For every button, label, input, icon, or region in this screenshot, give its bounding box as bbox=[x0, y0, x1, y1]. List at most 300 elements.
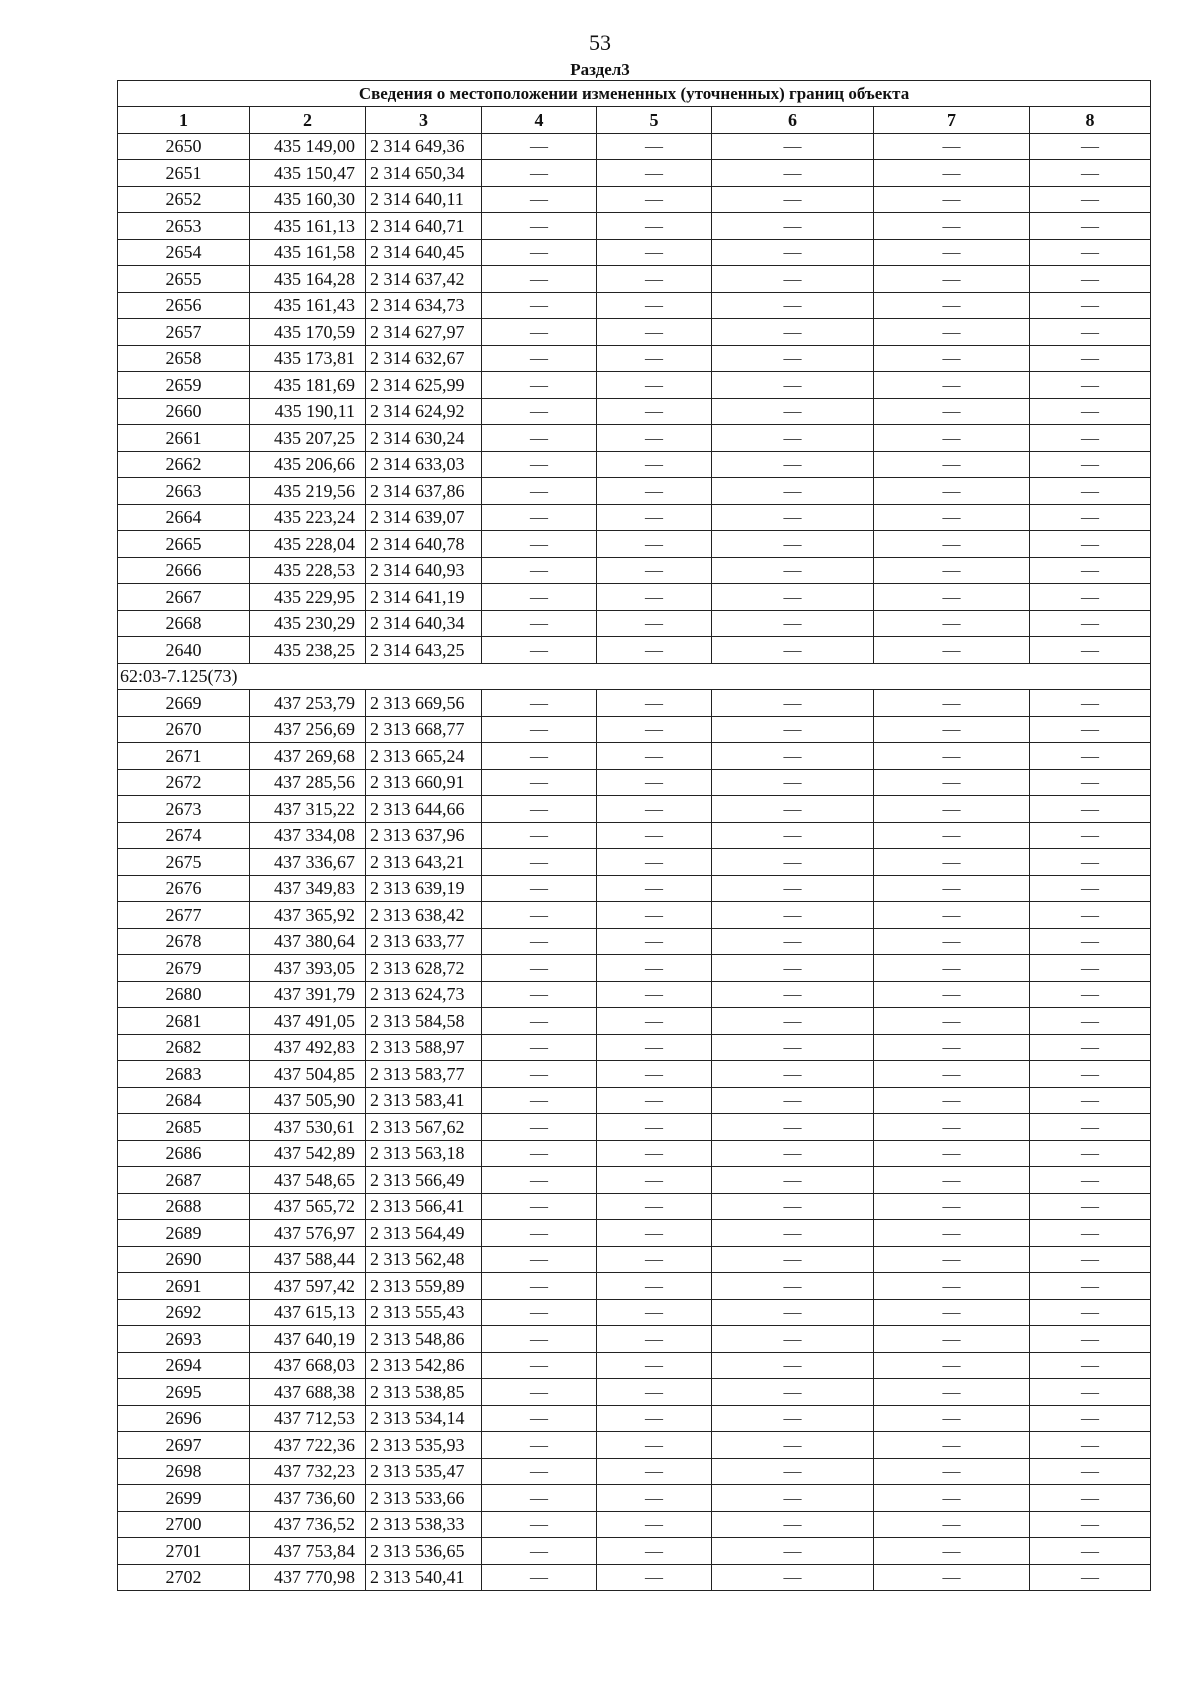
empty-value-dash: — bbox=[482, 557, 597, 584]
column-header-2: 2 bbox=[250, 107, 366, 134]
empty-value-dash: — bbox=[1030, 716, 1151, 743]
empty-value-dash: — bbox=[874, 557, 1030, 584]
empty-value-dash: — bbox=[1030, 584, 1151, 611]
empty-value-dash: — bbox=[597, 610, 712, 637]
empty-value-dash: — bbox=[482, 1273, 597, 1300]
empty-value-dash: — bbox=[482, 1034, 597, 1061]
coordinate-x: 437 393,05 bbox=[250, 955, 366, 982]
empty-value-dash: — bbox=[1030, 1299, 1151, 1326]
empty-value-dash: — bbox=[482, 769, 597, 796]
column-header-7: 7 bbox=[874, 107, 1030, 134]
point-number: 2686 bbox=[118, 1140, 250, 1167]
empty-value-dash: — bbox=[712, 875, 874, 902]
empty-value-dash: — bbox=[874, 875, 1030, 902]
table-row bbox=[118, 955, 1151, 982]
empty-value-dash: — bbox=[1030, 610, 1151, 637]
empty-value-dash: — bbox=[1030, 425, 1151, 452]
empty-value-dash: — bbox=[482, 1432, 597, 1459]
empty-value-dash: — bbox=[874, 610, 1030, 637]
coordinate-y: 2 314 640,45 bbox=[366, 239, 482, 266]
table-row bbox=[118, 1114, 1151, 1141]
table-row bbox=[118, 584, 1151, 611]
empty-value-dash: — bbox=[712, 133, 874, 160]
empty-value-dash: — bbox=[482, 319, 597, 346]
coordinate-x: 437 753,84 bbox=[250, 1538, 366, 1565]
empty-value-dash: — bbox=[597, 1167, 712, 1194]
empty-value-dash: — bbox=[712, 902, 874, 929]
coordinate-y: 2 313 534,14 bbox=[366, 1405, 482, 1432]
table-row bbox=[118, 504, 1151, 531]
coordinate-x: 435 219,56 bbox=[250, 478, 366, 505]
empty-value-dash: — bbox=[874, 531, 1030, 558]
empty-value-dash: — bbox=[597, 796, 712, 823]
empty-value-dash: — bbox=[482, 531, 597, 558]
coordinate-y: 2 314 632,67 bbox=[366, 345, 482, 372]
empty-value-dash: — bbox=[874, 769, 1030, 796]
empty-value-dash: — bbox=[874, 478, 1030, 505]
point-number: 2694 bbox=[118, 1352, 250, 1379]
empty-value-dash: — bbox=[1030, 743, 1151, 770]
point-number: 2661 bbox=[118, 425, 250, 452]
empty-value-dash: — bbox=[712, 1458, 874, 1485]
coordinate-x: 437 688,38 bbox=[250, 1379, 366, 1406]
coordinate-y: 2 314 640,34 bbox=[366, 610, 482, 637]
empty-value-dash: — bbox=[1030, 1246, 1151, 1273]
empty-value-dash: — bbox=[482, 822, 597, 849]
empty-value-dash: — bbox=[874, 796, 1030, 823]
coordinate-y: 2 313 548,86 bbox=[366, 1326, 482, 1353]
coordinate-x: 437 349,83 bbox=[250, 875, 366, 902]
empty-value-dash: — bbox=[597, 1352, 712, 1379]
coordinate-y: 2 313 668,77 bbox=[366, 716, 482, 743]
empty-value-dash: — bbox=[874, 637, 1030, 664]
column-header-1: 1 bbox=[118, 107, 250, 134]
empty-value-dash: — bbox=[1030, 1167, 1151, 1194]
empty-value-dash: — bbox=[712, 186, 874, 213]
coordinate-x: 437 491,05 bbox=[250, 1008, 366, 1035]
table-row bbox=[118, 1432, 1151, 1459]
empty-value-dash: — bbox=[1030, 398, 1151, 425]
empty-value-dash: — bbox=[874, 1485, 1030, 1512]
table-row bbox=[118, 213, 1151, 240]
point-number: 2667 bbox=[118, 584, 250, 611]
empty-value-dash: — bbox=[712, 1246, 874, 1273]
empty-value-dash: — bbox=[482, 1167, 597, 1194]
coordinate-y: 2 313 538,33 bbox=[366, 1511, 482, 1538]
coordinate-y: 2 314 640,93 bbox=[366, 557, 482, 584]
point-number: 2658 bbox=[118, 345, 250, 372]
empty-value-dash: — bbox=[712, 1379, 874, 1406]
coordinate-y: 2 314 641,19 bbox=[366, 584, 482, 611]
table-caption: Сведения о местоположении измененных (уточненных) границ объекта bbox=[118, 81, 1151, 107]
empty-value-dash: — bbox=[712, 451, 874, 478]
empty-value-dash: — bbox=[482, 1485, 597, 1512]
empty-value-dash: — bbox=[482, 875, 597, 902]
empty-value-dash: — bbox=[597, 584, 712, 611]
empty-value-dash: — bbox=[1030, 213, 1151, 240]
coordinate-x: 437 542,89 bbox=[250, 1140, 366, 1167]
coordinate-x: 437 365,92 bbox=[250, 902, 366, 929]
coordinate-x: 437 770,98 bbox=[250, 1564, 366, 1591]
point-number: 2685 bbox=[118, 1114, 250, 1141]
empty-value-dash: — bbox=[874, 690, 1030, 717]
point-number: 2670 bbox=[118, 716, 250, 743]
empty-value-dash: — bbox=[597, 531, 712, 558]
empty-value-dash: — bbox=[597, 1299, 712, 1326]
table-row bbox=[118, 292, 1151, 319]
empty-value-dash: — bbox=[482, 160, 597, 187]
empty-value-dash: — bbox=[712, 849, 874, 876]
empty-value-dash: — bbox=[712, 292, 874, 319]
column-header-3: 3 bbox=[366, 107, 482, 134]
empty-value-dash: — bbox=[482, 1299, 597, 1326]
empty-value-dash: — bbox=[597, 319, 712, 346]
coordinate-x: 435 161,13 bbox=[250, 213, 366, 240]
point-number: 2683 bbox=[118, 1061, 250, 1088]
empty-value-dash: — bbox=[482, 1140, 597, 1167]
table-row bbox=[118, 1564, 1151, 1591]
empty-value-dash: — bbox=[597, 1220, 712, 1247]
coordinate-y: 2 313 588,97 bbox=[366, 1034, 482, 1061]
empty-value-dash: — bbox=[1030, 319, 1151, 346]
empty-value-dash: — bbox=[874, 1352, 1030, 1379]
empty-value-dash: — bbox=[597, 1034, 712, 1061]
table-row bbox=[118, 478, 1151, 505]
table-row bbox=[118, 1352, 1151, 1379]
empty-value-dash: — bbox=[597, 1326, 712, 1353]
table-row bbox=[118, 1167, 1151, 1194]
empty-value-dash: — bbox=[1030, 1485, 1151, 1512]
point-number: 2657 bbox=[118, 319, 250, 346]
empty-value-dash: — bbox=[874, 504, 1030, 531]
empty-value-dash: — bbox=[597, 1246, 712, 1273]
empty-value-dash: — bbox=[597, 557, 712, 584]
empty-value-dash: — bbox=[482, 1458, 597, 1485]
empty-value-dash: — bbox=[597, 1538, 712, 1565]
empty-value-dash: — bbox=[712, 1114, 874, 1141]
coordinate-y: 2 313 665,24 bbox=[366, 743, 482, 770]
coordinate-y: 2 314 639,07 bbox=[366, 504, 482, 531]
coordinate-x: 437 256,69 bbox=[250, 716, 366, 743]
coordinate-x: 437 504,85 bbox=[250, 1061, 366, 1088]
empty-value-dash: — bbox=[597, 769, 712, 796]
coordinate-x: 437 492,83 bbox=[250, 1034, 366, 1061]
empty-value-dash: — bbox=[482, 1326, 597, 1353]
empty-value-dash: — bbox=[597, 1485, 712, 1512]
point-number: 2660 bbox=[118, 398, 250, 425]
empty-value-dash: — bbox=[712, 1140, 874, 1167]
coordinate-y: 2 313 639,19 bbox=[366, 875, 482, 902]
empty-value-dash: — bbox=[597, 133, 712, 160]
empty-value-dash: — bbox=[874, 928, 1030, 955]
point-number: 2659 bbox=[118, 372, 250, 399]
empty-value-dash: — bbox=[482, 637, 597, 664]
coordinate-y: 2 313 628,72 bbox=[366, 955, 482, 982]
empty-value-dash: — bbox=[874, 372, 1030, 399]
coordinate-y: 2 313 624,73 bbox=[366, 981, 482, 1008]
empty-value-dash: — bbox=[712, 1564, 874, 1591]
coordinate-x: 437 334,08 bbox=[250, 822, 366, 849]
empty-value-dash: — bbox=[597, 981, 712, 1008]
coordinate-y: 2 314 630,24 bbox=[366, 425, 482, 452]
empty-value-dash: — bbox=[597, 292, 712, 319]
point-number: 2640 bbox=[118, 637, 250, 664]
empty-value-dash: — bbox=[482, 584, 597, 611]
point-number: 2656 bbox=[118, 292, 250, 319]
point-number: 2677 bbox=[118, 902, 250, 929]
empty-value-dash: — bbox=[712, 637, 874, 664]
table-row bbox=[118, 1193, 1151, 1220]
coordinate-x: 437 530,61 bbox=[250, 1114, 366, 1141]
empty-value-dash: — bbox=[712, 1061, 874, 1088]
point-number: 2673 bbox=[118, 796, 250, 823]
empty-value-dash: — bbox=[482, 981, 597, 1008]
table-row bbox=[118, 266, 1151, 293]
empty-value-dash: — bbox=[712, 1538, 874, 1565]
coordinate-x: 437 736,52 bbox=[250, 1511, 366, 1538]
coordinate-x: 435 161,43 bbox=[250, 292, 366, 319]
empty-value-dash: — bbox=[1030, 478, 1151, 505]
empty-value-dash: — bbox=[874, 849, 1030, 876]
column-header-row bbox=[118, 107, 1151, 134]
coordinate-y: 2 313 643,21 bbox=[366, 849, 482, 876]
coordinate-y: 2 314 633,03 bbox=[366, 451, 482, 478]
empty-value-dash: — bbox=[874, 981, 1030, 1008]
empty-value-dash: — bbox=[1030, 451, 1151, 478]
point-number: 2652 bbox=[118, 186, 250, 213]
empty-value-dash: — bbox=[874, 716, 1030, 743]
empty-value-dash: — bbox=[874, 1220, 1030, 1247]
empty-value-dash: — bbox=[597, 902, 712, 929]
empty-value-dash: — bbox=[712, 1273, 874, 1300]
coordinate-y: 2 313 535,47 bbox=[366, 1458, 482, 1485]
empty-value-dash: — bbox=[1030, 690, 1151, 717]
coordinate-x: 435 206,66 bbox=[250, 451, 366, 478]
empty-value-dash: — bbox=[482, 1193, 597, 1220]
empty-value-dash: — bbox=[1030, 372, 1151, 399]
coordinate-x: 437 668,03 bbox=[250, 1352, 366, 1379]
empty-value-dash: — bbox=[874, 1061, 1030, 1088]
empty-value-dash: — bbox=[1030, 1432, 1151, 1459]
empty-value-dash: — bbox=[597, 1193, 712, 1220]
empty-value-dash: — bbox=[874, 1246, 1030, 1273]
empty-value-dash: — bbox=[712, 1220, 874, 1247]
coordinate-y: 2 314 625,99 bbox=[366, 372, 482, 399]
empty-value-dash: — bbox=[1030, 1405, 1151, 1432]
table-row bbox=[118, 610, 1151, 637]
point-number: 2666 bbox=[118, 557, 250, 584]
coordinate-x: 435 150,47 bbox=[250, 160, 366, 187]
empty-value-dash: — bbox=[712, 1087, 874, 1114]
point-number: 2692 bbox=[118, 1299, 250, 1326]
coordinate-x: 435 149,00 bbox=[250, 133, 366, 160]
empty-value-dash: — bbox=[712, 531, 874, 558]
coordinate-y: 2 313 566,41 bbox=[366, 1193, 482, 1220]
empty-value-dash: — bbox=[597, 1405, 712, 1432]
coordinate-x: 435 238,25 bbox=[250, 637, 366, 664]
table-row bbox=[118, 849, 1151, 876]
point-number: 2701 bbox=[118, 1538, 250, 1565]
empty-value-dash: — bbox=[597, 478, 712, 505]
table-row bbox=[118, 531, 1151, 558]
empty-value-dash: — bbox=[1030, 504, 1151, 531]
empty-value-dash: — bbox=[1030, 1273, 1151, 1300]
empty-value-dash: — bbox=[874, 1299, 1030, 1326]
coordinate-x: 437 712,53 bbox=[250, 1405, 366, 1432]
empty-value-dash: — bbox=[874, 955, 1030, 982]
empty-value-dash: — bbox=[874, 902, 1030, 929]
coordinate-y: 2 313 584,58 bbox=[366, 1008, 482, 1035]
empty-value-dash: — bbox=[874, 1114, 1030, 1141]
coordinate-x: 437 732,23 bbox=[250, 1458, 366, 1485]
empty-value-dash: — bbox=[874, 1087, 1030, 1114]
table-row bbox=[118, 769, 1151, 796]
empty-value-dash: — bbox=[482, 398, 597, 425]
point-number: 2651 bbox=[118, 160, 250, 187]
table-row bbox=[118, 425, 1151, 452]
empty-value-dash: — bbox=[874, 1511, 1030, 1538]
coordinate-y: 2 314 637,86 bbox=[366, 478, 482, 505]
empty-value-dash: — bbox=[482, 849, 597, 876]
point-number: 2700 bbox=[118, 1511, 250, 1538]
point-number: 2679 bbox=[118, 955, 250, 982]
coordinate-x: 435 170,59 bbox=[250, 319, 366, 346]
coordinate-x: 437 736,60 bbox=[250, 1485, 366, 1512]
coordinate-x: 437 505,90 bbox=[250, 1087, 366, 1114]
table-row bbox=[118, 796, 1151, 823]
empty-value-dash: — bbox=[712, 1008, 874, 1035]
empty-value-dash: — bbox=[874, 345, 1030, 372]
coordinate-y: 2 313 567,62 bbox=[366, 1114, 482, 1141]
coordinate-y: 2 313 633,77 bbox=[366, 928, 482, 955]
table-row bbox=[118, 690, 1151, 717]
point-number: 2699 bbox=[118, 1485, 250, 1512]
empty-value-dash: — bbox=[1030, 1511, 1151, 1538]
empty-value-dash: — bbox=[1030, 160, 1151, 187]
caption-row bbox=[118, 81, 1151, 107]
coordinate-x: 435 181,69 bbox=[250, 372, 366, 399]
empty-value-dash: — bbox=[482, 1564, 597, 1591]
empty-value-dash: — bbox=[712, 1167, 874, 1194]
coordinate-x: 437 548,65 bbox=[250, 1167, 366, 1194]
empty-value-dash: — bbox=[482, 1008, 597, 1035]
empty-value-dash: — bbox=[874, 292, 1030, 319]
empty-value-dash: — bbox=[597, 1564, 712, 1591]
point-number: 2691 bbox=[118, 1273, 250, 1300]
table-row bbox=[118, 186, 1151, 213]
coordinate-x: 437 391,79 bbox=[250, 981, 366, 1008]
point-number: 2687 bbox=[118, 1167, 250, 1194]
empty-value-dash: — bbox=[597, 1140, 712, 1167]
empty-value-dash: — bbox=[482, 266, 597, 293]
point-number: 2689 bbox=[118, 1220, 250, 1247]
empty-value-dash: — bbox=[597, 451, 712, 478]
point-number: 2662 bbox=[118, 451, 250, 478]
coordinate-x: 437 597,42 bbox=[250, 1273, 366, 1300]
point-number: 2702 bbox=[118, 1564, 250, 1591]
table-row bbox=[118, 981, 1151, 1008]
empty-value-dash: — bbox=[874, 1273, 1030, 1300]
point-number: 2664 bbox=[118, 504, 250, 531]
empty-value-dash: — bbox=[1030, 239, 1151, 266]
coordinate-x: 435 230,29 bbox=[250, 610, 366, 637]
table-row bbox=[118, 451, 1151, 478]
table-row bbox=[118, 398, 1151, 425]
empty-value-dash: — bbox=[1030, 928, 1151, 955]
empty-value-dash: — bbox=[1030, 637, 1151, 664]
empty-value-dash: — bbox=[712, 1511, 874, 1538]
empty-value-dash: — bbox=[597, 955, 712, 982]
empty-value-dash: — bbox=[712, 372, 874, 399]
point-number: 2696 bbox=[118, 1405, 250, 1432]
coordinate-x: 435 228,53 bbox=[250, 557, 366, 584]
empty-value-dash: — bbox=[712, 266, 874, 293]
point-number: 2697 bbox=[118, 1432, 250, 1459]
empty-value-dash: — bbox=[482, 955, 597, 982]
point-number: 2669 bbox=[118, 690, 250, 717]
empty-value-dash: — bbox=[597, 504, 712, 531]
empty-value-dash: — bbox=[874, 319, 1030, 346]
coordinate-y: 2 314 650,34 bbox=[366, 160, 482, 187]
table-row bbox=[118, 1458, 1151, 1485]
table-row bbox=[118, 716, 1151, 743]
empty-value-dash: — bbox=[874, 1405, 1030, 1432]
coordinate-y: 2 313 533,66 bbox=[366, 1485, 482, 1512]
coordinate-x: 435 173,81 bbox=[250, 345, 366, 372]
coordinate-y: 2 313 562,48 bbox=[366, 1246, 482, 1273]
coordinate-x: 435 223,24 bbox=[250, 504, 366, 531]
point-number: 2698 bbox=[118, 1458, 250, 1485]
empty-value-dash: — bbox=[482, 610, 597, 637]
empty-value-dash: — bbox=[712, 610, 874, 637]
empty-value-dash: — bbox=[874, 1193, 1030, 1220]
point-number: 2674 bbox=[118, 822, 250, 849]
point-number: 2680 bbox=[118, 981, 250, 1008]
empty-value-dash: — bbox=[482, 451, 597, 478]
empty-value-dash: — bbox=[597, 1511, 712, 1538]
empty-value-dash: — bbox=[597, 822, 712, 849]
table-row bbox=[118, 902, 1151, 929]
point-number: 2676 bbox=[118, 875, 250, 902]
empty-value-dash: — bbox=[597, 690, 712, 717]
empty-value-dash: — bbox=[482, 1352, 597, 1379]
coordinate-y: 2 313 563,18 bbox=[366, 1140, 482, 1167]
empty-value-dash: — bbox=[482, 902, 597, 929]
empty-value-dash: — bbox=[712, 160, 874, 187]
table-row bbox=[118, 822, 1151, 849]
table-row bbox=[118, 1087, 1151, 1114]
empty-value-dash: — bbox=[874, 1140, 1030, 1167]
coordinate-y: 2 313 638,42 bbox=[366, 902, 482, 929]
empty-value-dash: — bbox=[712, 1299, 874, 1326]
coordinate-y: 2 313 637,96 bbox=[366, 822, 482, 849]
coordinate-x: 437 253,79 bbox=[250, 690, 366, 717]
point-number: 2671 bbox=[118, 743, 250, 770]
empty-value-dash: — bbox=[597, 1114, 712, 1141]
empty-value-dash: — bbox=[482, 1511, 597, 1538]
empty-value-dash: — bbox=[1030, 1458, 1151, 1485]
table-row bbox=[118, 1405, 1151, 1432]
empty-value-dash: — bbox=[597, 1008, 712, 1035]
empty-value-dash: — bbox=[712, 504, 874, 531]
empty-value-dash: — bbox=[874, 743, 1030, 770]
empty-value-dash: — bbox=[482, 1379, 597, 1406]
coordinate-y: 2 313 583,77 bbox=[366, 1061, 482, 1088]
empty-value-dash: — bbox=[597, 1432, 712, 1459]
point-number: 2675 bbox=[118, 849, 250, 876]
coordinate-x: 437 380,64 bbox=[250, 928, 366, 955]
empty-value-dash: — bbox=[1030, 1114, 1151, 1141]
